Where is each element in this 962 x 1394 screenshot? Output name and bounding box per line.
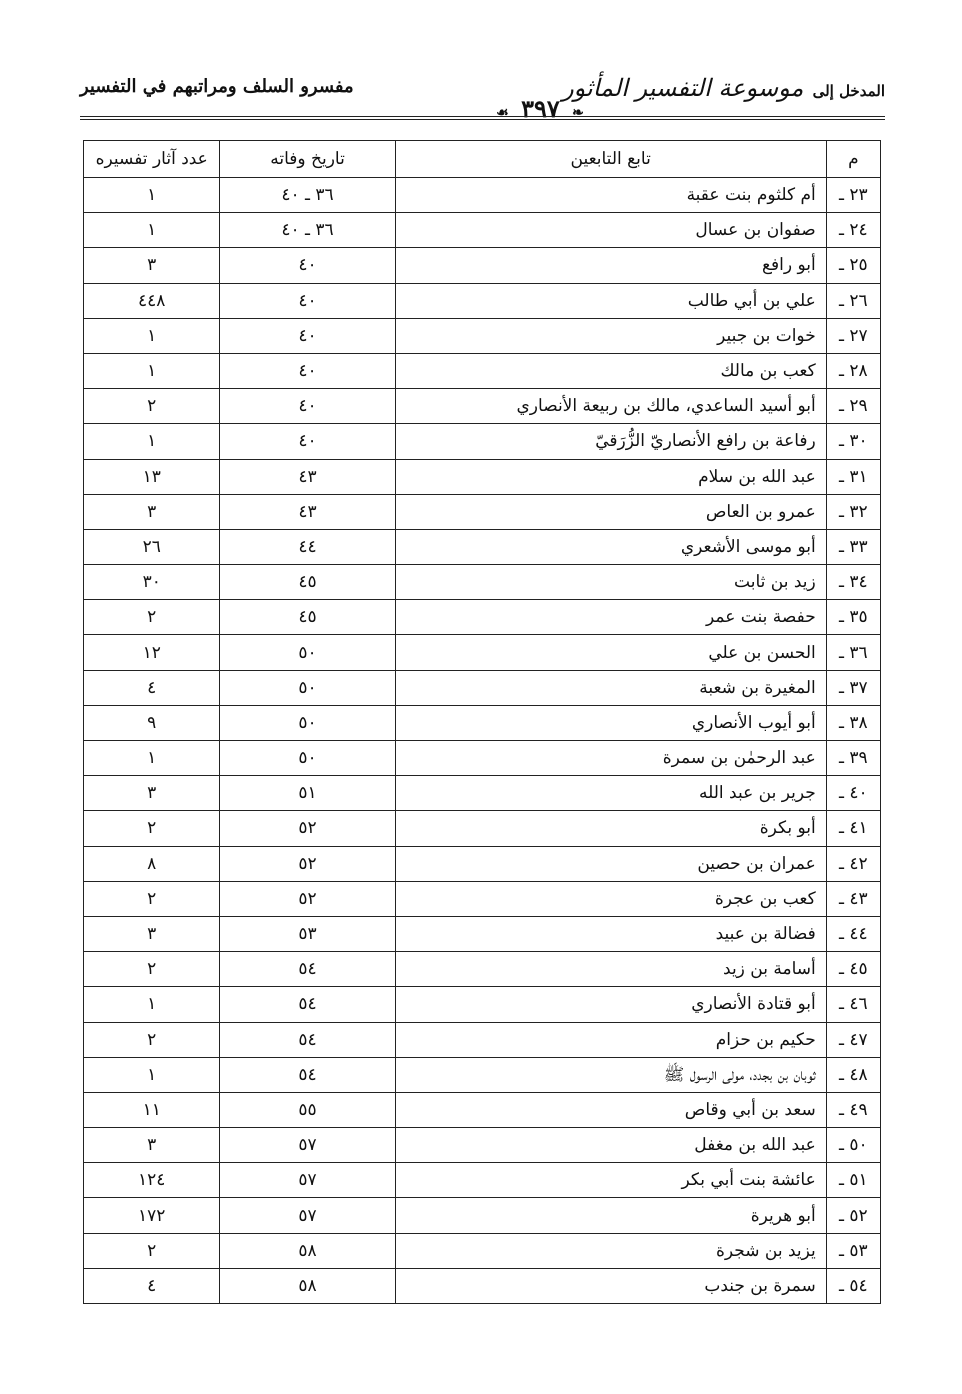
cell-count: ٤: [84, 1268, 220, 1303]
cell-num: ٢٩ ـ: [826, 389, 880, 424]
cell-count: ٣: [84, 776, 220, 811]
cell-count: ٢: [84, 881, 220, 916]
cell-name: عبد الله بن مغفل: [395, 1128, 826, 1163]
cell-death: ٥٧: [220, 1128, 395, 1163]
table-row: [84, 494, 881, 529]
cell-death: ٥٨: [220, 1233, 395, 1268]
table-row: [84, 952, 881, 987]
cell-num: ٤٢ ـ: [826, 846, 880, 881]
cell-death: ٥٧: [220, 1163, 395, 1198]
cell-death: ٤٠: [220, 283, 395, 318]
cell-count: ٤: [84, 670, 220, 705]
column-header-count: عدد آثار تفسيره: [84, 141, 220, 178]
table-row: [84, 353, 881, 388]
cell-name: حفصة بنت عمر: [395, 600, 826, 635]
cell-death: ٥٠: [220, 670, 395, 705]
column-header-name: تابع التابعين: [395, 141, 826, 178]
cell-count: ٨: [84, 846, 220, 881]
cell-num: ٤٤ ـ: [826, 916, 880, 951]
cell-death: ٤٣: [220, 459, 395, 494]
cell-name: أبو موسى الأشعري: [395, 529, 826, 564]
cell-num: ٤٩ ـ: [826, 1092, 880, 1127]
cell-count: ٣: [84, 916, 220, 951]
page-header: [80, 72, 885, 122]
table-row: [84, 846, 881, 881]
cell-name: فضالة بن عبيد: [395, 916, 826, 951]
cell-death: ٤٥: [220, 600, 395, 635]
cell-name: رفاعة بن رافع الأنصاريّ الزُّرَقيّ: [395, 424, 826, 459]
table-row: [84, 916, 881, 951]
cell-num: ٢٥ ـ: [826, 248, 880, 283]
cell-name: أبو قتادة الأنصاري: [395, 987, 826, 1022]
cell-num: ٤١ ـ: [826, 811, 880, 846]
cell-count: ٢: [84, 600, 220, 635]
cell-num: ٢٤ ـ: [826, 213, 880, 248]
cell-count: ١: [84, 741, 220, 776]
cell-num: ٤٠ ـ: [826, 776, 880, 811]
cell-death: ٤٠: [220, 318, 395, 353]
cell-name: خوات بن جبير: [395, 318, 826, 353]
cell-name: أبو بكرة: [395, 811, 826, 846]
table-row: [84, 1163, 881, 1198]
cell-death: ٥٠: [220, 635, 395, 670]
cell-num: ٢٦ ـ: [826, 283, 880, 318]
cell-count: ٤٤٨: [84, 283, 220, 318]
table-row: [84, 670, 881, 705]
cell-num: ٥٤ ـ: [826, 1268, 880, 1303]
header-rule: [80, 116, 885, 120]
table-header-row: [84, 141, 881, 178]
cell-name: عائشة بنت أبي بكر: [395, 1163, 826, 1198]
cell-name: جرير بن عبد الله: [395, 776, 826, 811]
cell-name: أبو أسيد الساعدي، مالك بن ربيعة الأنصاري: [395, 389, 826, 424]
table-row: [84, 1198, 881, 1233]
table-row: [84, 1268, 881, 1303]
cell-num: ٣٥ ـ: [826, 600, 880, 635]
cell-death: ٤٠: [220, 353, 395, 388]
cell-name: أم كلثوم بنت عقبة: [395, 178, 826, 213]
cell-name: المغيرة بن شعبة: [395, 670, 826, 705]
cell-num: ٤٨ ـ: [826, 1057, 880, 1092]
table-row: [84, 1022, 881, 1057]
table-row: [84, 1233, 881, 1268]
cell-num: ٥٣ ـ: [826, 1233, 880, 1268]
cell-death: ٥٨: [220, 1268, 395, 1303]
table-row: [84, 424, 881, 459]
section-title: مفسرو السلف ومراتبهم في التفسير: [80, 76, 354, 97]
cell-name: يزيد بن شجرة: [395, 1233, 826, 1268]
cell-count: ٢: [84, 1233, 220, 1268]
cell-num: ٤٦ ـ: [826, 987, 880, 1022]
cell-name: الحسن بن علي: [395, 635, 826, 670]
cell-name: كعب بن عجرة: [395, 881, 826, 916]
cell-name: أبو هريرة: [395, 1198, 826, 1233]
cell-num: ٣٣ ـ: [826, 529, 880, 564]
cell-count: ٩: [84, 705, 220, 740]
book-prefix: المدخل إلى: [812, 82, 885, 100]
cell-count: ٣٠: [84, 565, 220, 600]
cell-name: كعب بن مالك: [395, 353, 826, 388]
column-header-death: تاريخ وفاته: [220, 141, 395, 178]
cell-count: ١٢: [84, 635, 220, 670]
cell-count: ١١: [84, 1092, 220, 1127]
cell-count: ١: [84, 213, 220, 248]
cell-death: ٣٦ ـ ٤٠: [220, 178, 395, 213]
table-row: [84, 1128, 881, 1163]
cell-num: ٣١ ـ: [826, 459, 880, 494]
cell-name: علي بن أبي طالب: [395, 283, 826, 318]
table-row: [84, 705, 881, 740]
companions-table: [83, 140, 881, 1304]
cell-num: ٢٨ ـ: [826, 353, 880, 388]
table-row: [84, 881, 881, 916]
cell-num: ٥١ ـ: [826, 1163, 880, 1198]
cell-name: عمران بن حصين: [395, 846, 826, 881]
table-row: [84, 635, 881, 670]
table-row: [84, 987, 881, 1022]
cell-num: ٣٦ ـ: [826, 635, 880, 670]
ornament-icon: ☙: [496, 105, 509, 121]
cell-num: ٣٩ ـ: [826, 741, 880, 776]
column-header-num: م: [826, 141, 880, 178]
cell-count: ١٢٤: [84, 1163, 220, 1198]
cell-death: ٥٤: [220, 987, 395, 1022]
cell-num: ٣٧ ـ: [826, 670, 880, 705]
cell-death: ٥٧: [220, 1198, 395, 1233]
cell-name: أسامة بن زيد: [395, 952, 826, 987]
cell-death: ٤٠: [220, 389, 395, 424]
cell-death: ٥٠: [220, 705, 395, 740]
cell-count: ١: [84, 1057, 220, 1092]
cell-death: ٥٠: [220, 741, 395, 776]
cell-num: ٢٧ ـ: [826, 318, 880, 353]
table-row: [84, 318, 881, 353]
cell-count: ١: [84, 353, 220, 388]
table-row: [84, 565, 881, 600]
cell-num: ٣٢ ـ: [826, 494, 880, 529]
cell-death: ٥٤: [220, 1057, 395, 1092]
cell-death: ٥٢: [220, 811, 395, 846]
cell-death: ٤٠: [220, 424, 395, 459]
cell-count: ١: [84, 987, 220, 1022]
cell-count: ١: [84, 318, 220, 353]
cell-count: ١٣: [84, 459, 220, 494]
cell-death: ٤٤: [220, 529, 395, 564]
table-row: [84, 283, 881, 318]
cell-name: زيد بن ثابت: [395, 565, 826, 600]
cell-count: ٣: [84, 494, 220, 529]
cell-death: ٥٣: [220, 916, 395, 951]
table-row: [84, 389, 881, 424]
table-row: [84, 529, 881, 564]
cell-count: ٢٦: [84, 529, 220, 564]
cell-num: ٣٠ ـ: [826, 424, 880, 459]
cell-death: ٥٤: [220, 1022, 395, 1057]
cell-count: ٢: [84, 952, 220, 987]
cell-count: ٣: [84, 1128, 220, 1163]
cell-num: ٤٥ ـ: [826, 952, 880, 987]
table-row: [84, 459, 881, 494]
cell-num: ٣٨ ـ: [826, 705, 880, 740]
cell-num: ٤٣ ـ: [826, 881, 880, 916]
cell-death: ٤٥: [220, 565, 395, 600]
cell-death: ٣٦ ـ ٤٠: [220, 213, 395, 248]
cell-count: ٢: [84, 1022, 220, 1057]
table-row: [84, 1057, 881, 1092]
ornament-icon: ❧: [572, 105, 584, 121]
cell-count: ٢: [84, 811, 220, 846]
cell-num: ٤٧ ـ: [826, 1022, 880, 1057]
cell-num: ٢٣ ـ: [826, 178, 880, 213]
cell-num: ٥٠ ـ: [826, 1128, 880, 1163]
cell-name: عبد الله بن سلام: [395, 459, 826, 494]
table-row: [84, 776, 881, 811]
cell-name: أبو رافع: [395, 248, 826, 283]
cell-num: ٥٢ ـ: [826, 1198, 880, 1233]
book-title: موسوعة التفسير المأثور: [562, 74, 804, 102]
cell-name: أبو أيوب الأنصاري: [395, 705, 826, 740]
table-body: [84, 178, 881, 1304]
cell-death: ٥٤: [220, 952, 395, 987]
cell-count: ١: [84, 424, 220, 459]
table-row: [84, 1092, 881, 1127]
cell-num: ٣٤ ـ: [826, 565, 880, 600]
cell-name: عبد الرحمٰن بن سمرة: [395, 741, 826, 776]
page-number: ٣٩٧: [521, 94, 560, 123]
table-row: [84, 741, 881, 776]
table-row: [84, 213, 881, 248]
cell-name: سعد بن أبي وقاص: [395, 1092, 826, 1127]
cell-count: ١: [84, 178, 220, 213]
table-row: [84, 811, 881, 846]
cell-death: ٥١: [220, 776, 395, 811]
cell-count: ٢: [84, 389, 220, 424]
table-row: [84, 600, 881, 635]
cell-death: ٤٠: [220, 248, 395, 283]
cell-death: ٤٣: [220, 494, 395, 529]
cell-name: ثوبان بن بجدد، مولى الرسول ﷺ: [395, 1057, 826, 1092]
cell-name: حكيم بن حزام: [395, 1022, 826, 1057]
cell-death: ٥٢: [220, 881, 395, 916]
table-row: [84, 248, 881, 283]
cell-name: صفوان بن عسال: [395, 213, 826, 248]
cell-count: ١٧٢: [84, 1198, 220, 1233]
cell-name: سمرة بن جندب: [395, 1268, 826, 1303]
table-row: [84, 178, 881, 213]
cell-count: ٣: [84, 248, 220, 283]
cell-death: ٥٥: [220, 1092, 395, 1127]
cell-death: ٥٢: [220, 846, 395, 881]
cell-name: عمرو بن العاص: [395, 494, 826, 529]
